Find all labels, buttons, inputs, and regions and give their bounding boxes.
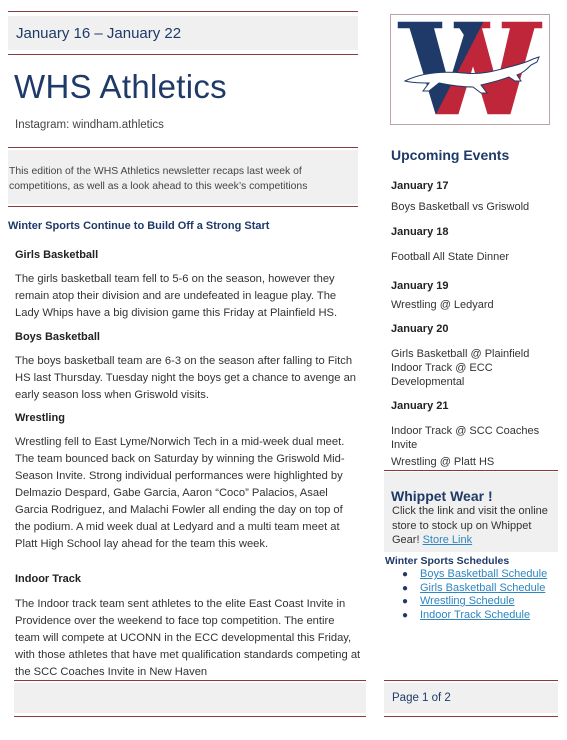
boys-basketball-schedule-link[interactable]: Boys Basketball Schedule (420, 568, 548, 580)
event-item: Indoor Track @ SCC Coaches Invite (391, 425, 540, 451)
article-body-boys-basketball: The boys basketball team are 6-3 on the season after falling to Fitch HS last Thursday. Tuesday night the boys get a chance to avenge an early season loss when Griswold visits. (15, 355, 357, 401)
main-column (8, 0, 361, 740)
article-body-wrestling: Wrestling fell to East Lyme/Norwich Tech in a mid-week dual meet. The team bounced back on Saturday by winning the Griswold Mid-Season Invite. Strong individual performances were highlighted by Delmazio Despard, Gabe Garcia, Aaron “Coco” Palacios, Asael Garcia Rodriguez, and Malachi Fowler all ending the day on top of the podium. A mid week dual at Ledyard and a multi team meet at Platt High School lay ahead for the team this week. (15, 436, 345, 550)
whippet-logo-icon (391, 15, 549, 124)
article-heading-indoor-track: Indoor Track (15, 573, 82, 585)
intro-text: This edition of the WHS Athletics newsletter recaps last week of competitions, as well as a look ahead to this week’s competitions (9, 166, 308, 192)
page-top-rule (384, 680, 558, 681)
event-date: January 20 (391, 323, 449, 335)
wrestling-schedule-link[interactable]: Wrestling Schedule (420, 595, 515, 607)
schedules-list (402, 568, 556, 622)
list-item (402, 608, 556, 623)
footer-bottom-rule (14, 716, 366, 717)
footer-band (14, 683, 366, 713)
bullet-icon: ● (402, 582, 409, 594)
event-date: January 21 (391, 400, 449, 412)
page-bottom-rule (384, 716, 558, 717)
page-number: Page 1 of 2 (392, 692, 451, 704)
instagram-handle: Instagram: windham.athletics (15, 119, 164, 131)
article-heading-girls-basketball: Girls Basketball (15, 249, 99, 261)
intro-bottom-rule (8, 206, 358, 207)
page-title: WHS Athletics (14, 68, 227, 105)
girls-basketball-schedule-link[interactable]: Girls Basketball Schedule (420, 581, 546, 594)
bullet-icon: ● (402, 609, 409, 621)
event-date: January 18 (391, 226, 449, 238)
event-date: January 17 (391, 180, 449, 192)
bullet-icon: ● (402, 569, 409, 580)
article-heading-boys-basketball: Boys Basketball (15, 331, 100, 343)
upcoming-events-heading: Upcoming Events (391, 147, 510, 163)
event-item: Boys Basketball vs Griswold (391, 201, 530, 213)
section-heading: Winter Sports Continue to Build Off a Strong Start (8, 220, 270, 232)
footer-top-rule (14, 680, 366, 681)
store-link[interactable]: Store Link (422, 534, 473, 546)
date-range: January 16 – January 22 (16, 25, 182, 42)
sidebar (384, 0, 558, 740)
schedules-heading: Winter Sports Schedules (385, 555, 510, 567)
whippet-wear-description: Click the link and visit the online store to stock up on Whippet Gear! (392, 505, 548, 546)
whippet-wear-text (392, 504, 556, 548)
event-item: Wrestling @ Ledyard (391, 299, 494, 311)
gear-top-rule (384, 470, 558, 471)
event-item: Wrestling @ Platt HS (391, 456, 495, 468)
whippet-wear-heading: Whippet Wear ! (391, 488, 493, 504)
article-body-indoor-track: The Indoor track team sent athletes to the elite East Coast Invite in Providence over the weekend to face top competition. The entire team will compete at UCONN in the ECC developmental this Friday, with those athletes that have met qualification standards competing at the SCC Coaches Invite in New Haven (15, 598, 361, 678)
list-item (402, 568, 556, 582)
indoor-track-schedule-link[interactable]: Indoor Track Schedule (420, 608, 531, 621)
list-item (402, 581, 556, 596)
header-rule (8, 54, 358, 55)
article-body-girls-basketball: The girls basketball team fell to 5-6 on the season, however they remain atop their division and are undefeated in league play. The Lady Whips have a big division game this Friday at Plainfield HS. (15, 273, 338, 319)
intro-top-rule (8, 147, 358, 148)
event-item: Girls Basketball @ Plainfield (391, 348, 530, 360)
bullet-icon: ● (402, 596, 409, 607)
event-item: Football All State Dinner (391, 251, 510, 263)
article-heading-wrestling: Wrestling (15, 412, 65, 424)
top-rule (8, 11, 358, 12)
event-item: Indoor Track @ ECC Developmental (391, 362, 493, 388)
list-item (402, 595, 556, 609)
event-date: January 19 (391, 280, 449, 292)
school-logo (390, 14, 550, 125)
